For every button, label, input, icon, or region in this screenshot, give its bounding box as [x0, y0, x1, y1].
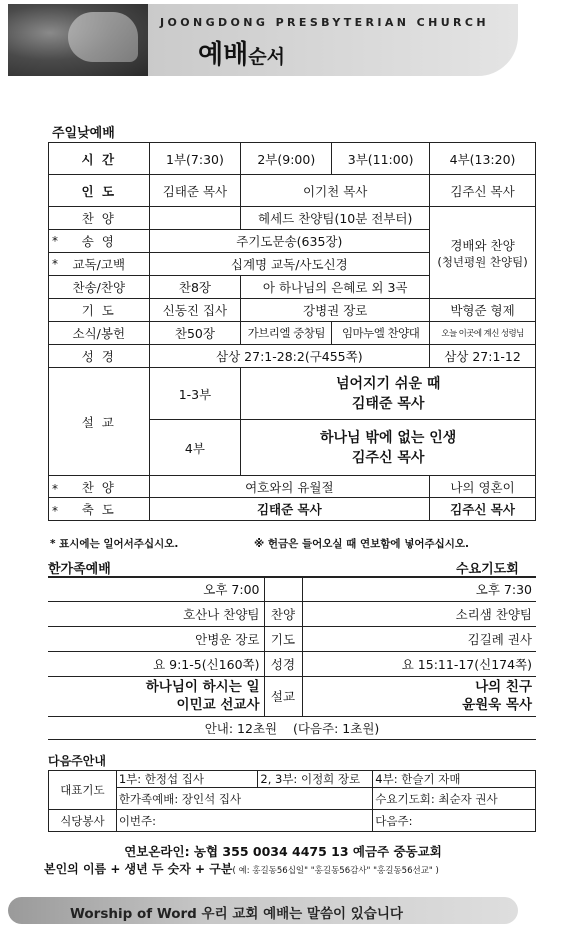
offering-note: ※ 헌금은 들어오실 때 연보함에 넣어주십시오.: [254, 538, 470, 550]
table-row: 송 영 주기도문송(635장): [49, 230, 536, 253]
stand-star: *: [52, 482, 58, 496]
table-row: 안병운 장로 기도 김길례 권사: [48, 626, 536, 651]
table-row: 오후 7:00 오후 7:30: [48, 577, 536, 601]
table-row: 하나님이 하시는 일 이민교 선교사 설교 나의 친구 윤원욱 목사: [48, 676, 536, 716]
footer-banner: [8, 897, 518, 924]
online-offering-account: 연보온라인: 농협 355 0034 4475 13 예금주 중동교회: [124, 844, 442, 859]
table-row: 대표기도 1부: 한정섭 집사 2, 3부: 이정희 장로 4부: 한슬기 자매: [49, 771, 536, 788]
stand-star: *: [52, 504, 58, 518]
table-row: 축 도 김태준 목사 김주신 목사: [49, 498, 536, 521]
table-row: 찬 양 헤세드 찬양팀(10분 전부터) 경배와 찬양 (청년평원 찬양팀): [49, 207, 536, 230]
table-row: 성 경 삼상 27:1-28:2(구455쪽) 삼상 27:1-12: [49, 345, 536, 368]
table-row: 교독/고백 십계명 교독/사도신경: [49, 253, 536, 276]
family-section-title: 한가족예배: [48, 562, 111, 577]
table-row: 식당봉사 이번주: 다음주:: [49, 810, 536, 832]
table-row: 찬 양 여호와의 유월절 나의 영혼이: [49, 476, 536, 498]
hand-shape: [68, 12, 138, 62]
page-title: 예배순서: [198, 40, 285, 70]
stand-star: *: [52, 234, 58, 248]
table-row: 기 도 신동진 집사 강병권 장로 박형준 형제: [49, 299, 536, 322]
table-row: 시 간 1부(7:30) 2부(9:00) 3부(11:00) 4부(13:20): [49, 143, 536, 175]
sunday-section-title: 주일낮예배: [52, 126, 115, 141]
table-row: 찬송/찬양 찬8장 아 하나님의 은혜로 외 3곡: [49, 276, 536, 299]
table-row: 소식/봉헌 찬50장 가브리엘 중창팀 임마누엘 찬양대 오늘 이곳에 계신 성령님: [49, 322, 536, 345]
header-banner: [8, 4, 518, 76]
footer-slogan: Worship of Word 우리 교회 예배는 말씀이 있습니다: [70, 906, 403, 922]
offering-name-rule: 본인의 이름 + 생년 두 숫자 + 구분( 예: 홍길동56십일" "홍길동56감사" "홍길동56선교" ): [44, 862, 439, 876]
table-row: 인 도 김태준 목사 이기천 목사 김주신 목사: [49, 175, 536, 207]
next-week-table: [48, 770, 536, 832]
table-row: 설 교 1-3부 넘어지기 쉬운 때 김태준 목사: [49, 368, 536, 420]
wednesday-section-title: 수요기도회: [456, 562, 519, 577]
table-row: 안내: 12초원 (다음주: 1초원): [48, 716, 536, 739]
next-week-title: 다음주안내: [48, 754, 106, 768]
stand-note: * 표시에는 일어서주십시오.: [50, 538, 179, 550]
table-row: 호산나 찬양팀 찬양 소리샘 찬양팀: [48, 601, 536, 626]
table-row: 요 9:1-5(신160쪽) 성경 요 15:11-17(신174쪽): [48, 651, 536, 676]
family-order-table: [48, 576, 536, 740]
table-row: 한가족예배: 장인석 집사 수요기도회: 최순자 권사: [49, 788, 536, 810]
sunday-order-table: [48, 142, 536, 521]
stand-star: *: [52, 257, 58, 271]
table-row: 4부 하나님 밖에 없는 인생 김주신 목사: [49, 420, 536, 476]
church-name: JOONGDONG PRESBYTERIAN CHURCH: [160, 16, 489, 29]
